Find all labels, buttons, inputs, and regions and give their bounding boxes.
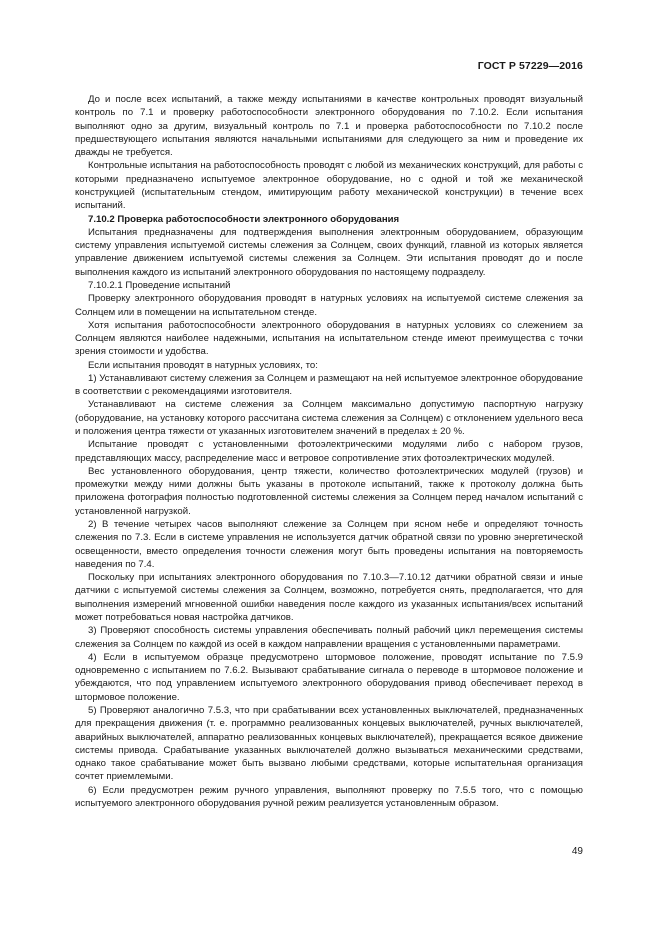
paragraph: Вес установленного оборудования, центр тяжести, количество фотоэлектрических модулей (грузов) и промежутки между ними должны быть указаны в протоколе испытаний, также к протоколу должна быть приложена фотография полностью подготовленной системы слежения за Солнцем перед началом испытаний с установленной нагрузкой. — [75, 465, 583, 517]
paragraph: Контрольные испытания на работоспособность проводят с любой из механических конструкций, для работы с которыми предназначено испытуемое электронное оборудование, но с одной и той же механической конструкцией (испытательным стендом, имитирующим работу механической конструкции) в течение всех испытаний. — [75, 160, 583, 212]
list-item: 2) В течение четырех часов выполняют слежение за Солнцем при ясном небе и определяют точность слежения по 7.3. Если в системе управления не используется датчик обратной связи по уровню энергетической освещенности, вместо определения точности слежения могут быть проведены испытания на повторяемость наведения по 7.4. — [75, 519, 583, 570]
paragraph: Проверку электронного оборудования проводят в натурных условиях на испытуемой системе слежения за Солнцем или в помещении на испытательном стенде. — [75, 293, 583, 318]
document-code: ГОСТ Р 57229—2016 — [477, 60, 583, 72]
paragraph: Если испытания проводят в натурных условиях, то: — [88, 359, 318, 371]
paragraph: Устанавливают на системе слежения за Солнцем максимально допустимую паспортную нагрузку (оборудование, на установку которого рассчитана система слежения за Солнцем) с отклонением удельного веса и положения центра тяжести от указанных изготовителем значений в пределах ± 20 %. — [75, 399, 583, 438]
paragraph: Испытания предназначены для подтверждения выполнения электронным оборудованием, образующим систему управления испытуемой системы слежения за Солнцем, своих функций, главной из которых является управление движением испытуемой системы слежения за Солнцем. Эти испытания проводят до и после выполнения каждого из испытаний электронного оборудования по настоящему подразделу. — [75, 226, 583, 278]
page-number: 49 — [571, 846, 583, 857]
list-item: 6) Если предусмотрен режим ручного управления, выполняют проверку по 7.5.5 того, что с помощью испытуемого электронного оборудования ручной режим реализуется установленным образом. — [75, 784, 583, 809]
list-item: 4) Если в испытуемом образце предусмотрено штормовое положение, проводят испытание по 7.5.9 одновременно с испытанием по 7.6.2. Вызывают срабатывание сигнала о переводе в штормовое положение и убеждаются, что под управлением испытуемого электронного оборудования привод обеспечивает переход в штормовое положение. — [75, 651, 583, 703]
list-item: 1) Устанавливают систему слежения за Солнцем и размещают на ней испытуемое электронное оборудование в соответствии с рекомендациями изготовителя. — [75, 372, 583, 398]
list-item: 5) Проверяют аналогично 7.5.3, что при срабатывании всех установленных выключателей, предназначенных для прекращения движения (т. е. программно реализованных концевых выключателей, ручных выключателей, аварийных выключателей, аппаратно реализованных концевых выключателей), прекращается всякое движение системы привода. Срабатывание указанных выключателей должно вызываться механическими средствами, однако такое срабатывание может быть вызвано любыми средствами, которые испытательная организация сочтет приемлемыми. — [75, 704, 583, 783]
subsection-heading: 7.10.2.1 Проведение испытаний — [88, 279, 231, 291]
list-item: 3) Проверяют способность системы управления обеспечивать полный рабочий цикл перемещения системы слежения за Солнцем по каждой из осей в каждом направлении вращения с установленными параметрами. — [75, 625, 583, 650]
paragraph: До и после всех испытаний, а также между испытаниями в качестве контрольных проводят визуальный контроль по 7.1 и проверку работоспособности электронного оборудования по 7.10.2. Если испытания выполняют одно за другим, визуальный контроль по 7.1 и проверка работоспособности по 7.10.2 после предшествующего испытания являются начальными испытаниями для следующего за ним и проведение их дважды не требуется. — [75, 94, 583, 159]
section-heading: 7.10.2 Проверка работоспособности электронного оборудования — [88, 213, 400, 225]
page-body — [75, 93, 583, 810]
paragraph: Хотя испытания работоспособности электронного оборудования в натурных условиях со слежением за Солнцем являются наиболее надежными, испытания на испытательном стенде имеют преимущества с точки зрения стоимости и удобства. — [75, 319, 583, 358]
paragraph: Испытание проводят с установленными фотоэлектрическими модулями либо с набором грузов, представляющих массу, распределение масс и ветровое сопротивление этих фотоэлектрических модулей. — [75, 439, 583, 464]
paragraph: Поскольку при испытаниях электронного оборудования по 7.10.3—7.10.12 датчики обратной связи и иные датчики с испытуемой системы слежения за Солнцем, возможно, потребуется снять, предполагается, что для выполнения измерений мгновенной ошибки наведения после каждого из указанных испытания/всех испытаний может потребоваться новая настройка датчиков. — [75, 572, 583, 623]
